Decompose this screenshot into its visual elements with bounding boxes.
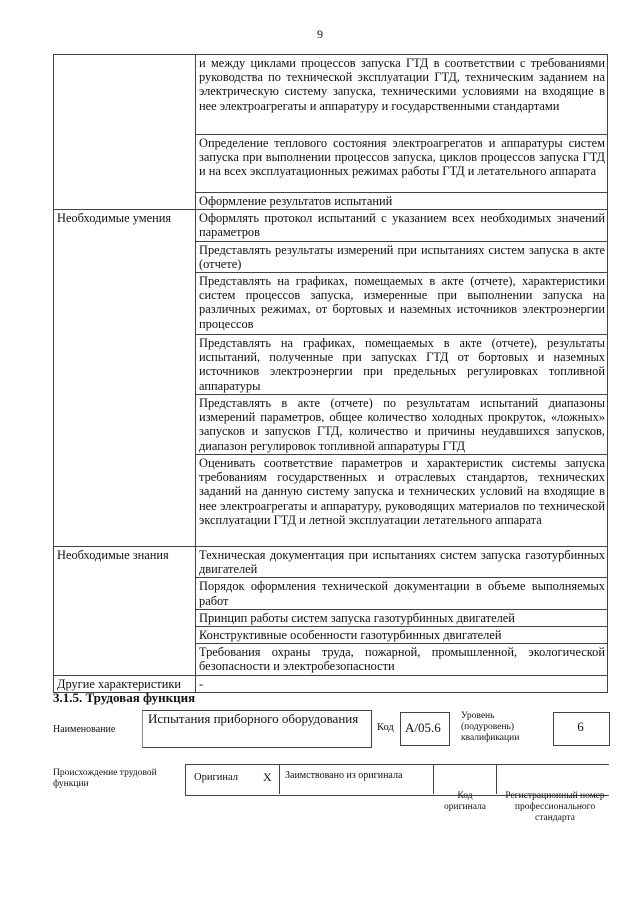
empty-label-cell [54, 273, 196, 335]
original-mark: X [263, 770, 272, 784]
section-title: 3.1.5. Трудовая функция [53, 690, 196, 705]
empty-label-cell [54, 644, 196, 675]
code-original-caption: Код оригинала [444, 791, 486, 812]
origin-divider-2 [433, 764, 434, 794]
code-label: Код [377, 722, 394, 733]
table-cell: Техническая документация при испытаниях систем запуска газотурбинных двигателей [196, 547, 608, 578]
empty-label-cell [54, 335, 196, 395]
table-cell: Требования охраны труда, пожарной, промышленной, экологической безопасности и электробезопасности [196, 644, 608, 675]
table-cell: Представлять в акте (отчете) по результатам испытаний диапазоны измерений параметров, общее количество холодных прокруток, «ложных» запусков и запусков ГТД, количество и причины неудавшихся запусков, диапазон регулировок топливной аппаратуры ГТД [196, 395, 608, 455]
table-cell: и между циклами процессов запуска ГТД в соответствии с требованиями руководства по технической эксплуатации ГТД, техническим заданием на электрическую систему запуска, техническими условиями на входящие в нее электроагрегаты и аппаратуру и государственными стандартами [196, 55, 608, 135]
other-label: Другие характеристики [54, 675, 196, 692]
empty-label-cell [54, 241, 196, 272]
empty-label-cell [54, 193, 196, 210]
table-row [54, 609, 608, 626]
table-cell: Оценивать соответствие параметров и характеристик системы запуска требованиям государственных и отраслевых стандартов, технических заданий на данную систему запуска и технических условий на входящие в нее электроагрегаты и аппаратуру, руководящих материалов по технической эксплуатации ГТД и летной эксплуатации летательного аппарата [196, 455, 608, 547]
table-row [54, 455, 608, 547]
page-number: 9 [317, 27, 323, 41]
table-cell: Принцип работы систем запуска газотурбинных двигателей [196, 609, 608, 626]
empty-label-cell [54, 578, 196, 609]
empty-label-cell [54, 55, 196, 135]
empty-label-cell [54, 609, 196, 626]
table-cell: Определение теплового состояния электроагрегатов и аппаратуры систем запуска при выполнении процессов запуска, циклов процессов запуска ГТД и на всех эксплуатационных режимах работы ГТД и летательного аппарата [196, 135, 608, 193]
table-row [54, 241, 608, 272]
table-row [54, 210, 608, 241]
table-cell: Оформление результатов испытаний [196, 193, 608, 210]
table-cell: - [196, 675, 608, 692]
table-row [54, 395, 608, 455]
table-cell: Представлять на графиках, помещаемых в акте (отчете), результаты испытаний, полученные при запусках ГТД от бортовых и наземных источников электроэнергии при предельных регулировках топливной аппаратуры [196, 335, 608, 395]
table-cell: Оформлять протокол испытаний с указанием всех необходимых значений параметров [196, 210, 608, 241]
name-label: Наименование [53, 724, 116, 735]
empty-label-cell [54, 135, 196, 193]
origin-divider-3 [496, 764, 497, 794]
level-label: Уровень (подуровень) квалификации [461, 711, 520, 743]
table-row [54, 55, 608, 135]
table-row [54, 335, 608, 395]
level-value: 6 [577, 719, 584, 734]
skills-label: Необходимые умения [54, 210, 196, 241]
table-row [54, 193, 608, 210]
table-row [54, 644, 608, 675]
competency-table [53, 54, 608, 693]
table-cell: Порядок оформления технической документации в объеме выполняемых работ [196, 578, 608, 609]
table-cell: Представлять на графиках, помещаемых в акте (отчете), характеристики систем процессов запуска, измеренные при выполнении запуска на различных режимах, от бортовых и наземных источников электроэнергии процессов [196, 273, 608, 335]
code-value: A/05.6 [405, 720, 441, 735]
origin-label: Происхождение трудовой функции [53, 768, 157, 789]
table-cell: Представлять результаты измерений при испытаниях систем запуска в акте (отчете) [196, 241, 608, 272]
table-row [54, 578, 608, 609]
empty-label-cell [54, 627, 196, 644]
origin-divider-1 [279, 764, 280, 794]
table-row [54, 273, 608, 335]
knowledge-label: Необходимые знания [54, 547, 196, 578]
borrowed-label: Заимствовано из оригинала [285, 770, 403, 781]
reg-number-caption: Регистрационный номер профессионального стандарта [505, 791, 605, 823]
table-row [54, 547, 608, 578]
table-row [54, 135, 608, 193]
original-label: Оригинал [194, 772, 238, 783]
table-cell: Конструктивные особенности газотурбинных двигателей [196, 627, 608, 644]
name-value: Испытания приборного оборудования [148, 711, 359, 726]
empty-label-cell [54, 455, 196, 547]
empty-label-cell [54, 395, 196, 455]
table-row [54, 627, 608, 644]
